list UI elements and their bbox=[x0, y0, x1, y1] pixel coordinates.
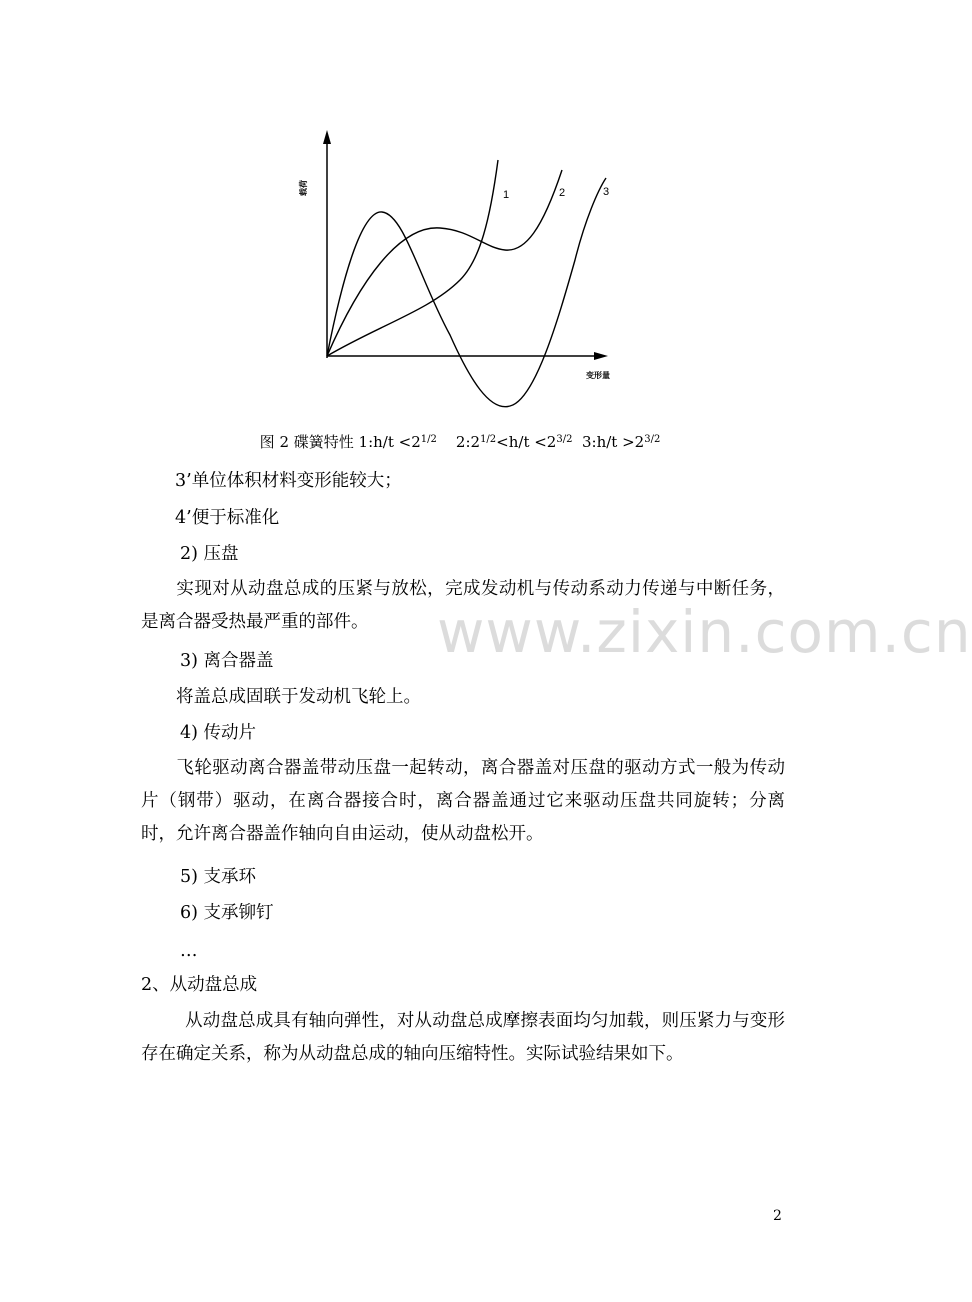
section-clutch-cover-body: 将盖总成固联于发动机飞轮上。 bbox=[176, 687, 421, 707]
curve-2 bbox=[327, 170, 562, 356]
section-pressure-plate-body: 实现对从动盘总成的压紧与放松，完成发动机与传动系动力传递与中断任务，是离合器受热最严重的部件。 bbox=[141, 579, 785, 632]
curve-3 bbox=[327, 160, 498, 356]
page-number: 2 bbox=[773, 1208, 782, 1224]
curve-label-3: 3 bbox=[603, 186, 610, 198]
section-support-ring-heading: 5) 支承环 bbox=[180, 867, 257, 887]
y-axis-label: 载荷 bbox=[298, 180, 308, 196]
x-axis-arrow bbox=[594, 352, 608, 360]
figure-caption: 图 2 碟簧特性 1:h/t $<2^{1/2}$ $2:2^{1/2}<h/t <2^{3/2}$ 3:h/t $>2^{3/2}$ bbox=[259, 433, 661, 451]
y-axis-arrow bbox=[323, 130, 331, 144]
section-pressure-plate-heading: 2) 压盘 bbox=[180, 544, 239, 564]
curve-label-2: 2 bbox=[559, 187, 566, 199]
ellipsis: … bbox=[180, 941, 198, 961]
part2-body: 从动盘总成具有轴向弹性，对从动盘总成摩擦表面均匀加载，则压紧力与变形存在确定关系，称为从动盘总成的轴向压缩特性。实际试验结果如下。 bbox=[141, 1011, 785, 1064]
x-axis-label: 变形量 bbox=[586, 370, 610, 380]
curve-label-1: 1 bbox=[503, 189, 510, 201]
watermark: www.zixin.com.cn bbox=[437, 598, 972, 666]
part2-heading: 2、从动盘总成 bbox=[141, 975, 258, 995]
section-drive-strap-heading: 4) 传动片 bbox=[180, 723, 257, 743]
curve-1 bbox=[327, 178, 606, 407]
section-drive-strap-body: 飞轮驱动离合器盖带动压盘一起转动，离合器盖对压盘的驱动方式一般为传动片（钢带）驱动，在离合器接合时，离合器盖通过它来驱动压盘共同旋转；分离时，允许离合器盖作轴向自由运动，使从动盘松开。 bbox=[141, 758, 785, 844]
section-support-rivet-heading: 6) 支承铆钉 bbox=[180, 903, 274, 923]
item-3: 3’单位体积材料变形能较大； bbox=[175, 471, 402, 491]
disc-spring-characteristic-figure bbox=[300, 120, 630, 420]
item-4: 4’便于标准化 bbox=[175, 508, 280, 528]
section-clutch-cover-heading: 3) 离合器盖 bbox=[180, 651, 274, 671]
